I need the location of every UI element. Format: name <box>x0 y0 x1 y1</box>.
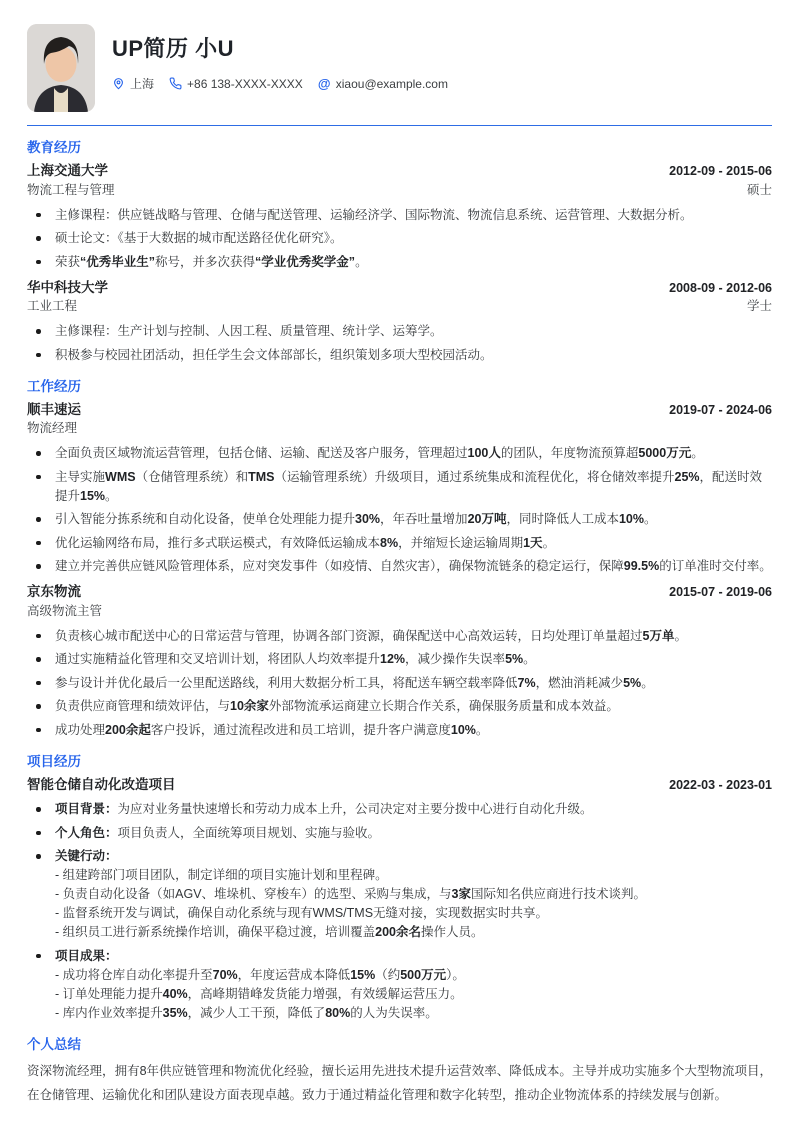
bullet-item <box>27 824 772 843</box>
entry-title: 华中科技大学 <box>27 279 108 295</box>
text: （仓储管理系统）和 <box>135 469 249 484</box>
bold-text: 500万元 <box>400 967 447 982</box>
text: 客户投诉，通过流程改进和员工培训，提升客户满意度 <box>150 722 451 737</box>
bold-text: 项目成果： <box>55 948 118 963</box>
bullet-subline <box>55 1004 772 1023</box>
bold-text: 10% <box>618 512 645 527</box>
entry-date: 2015-07 - 2019-06 <box>669 585 772 600</box>
bullet-list <box>27 322 772 365</box>
bold-text: 5万单 <box>642 628 675 643</box>
candidate-name: UP简历 小U <box>112 36 235 61</box>
text: - 库内作业效率提升 <box>55 1005 163 1020</box>
bold-text: 99.5% <box>623 559 660 574</box>
bullet-subline <box>55 966 772 985</box>
entry <box>27 583 772 739</box>
text: 。 <box>542 535 556 550</box>
text: 硕士论文：《基于大数据的城市配送路径优化研究》。 <box>55 231 343 246</box>
text: 项目负责人，全面统筹项目规划、实施与验收。 <box>117 825 381 840</box>
text: 为应对业务量快速增长和劳动力成本上升，公司决定对主要分拨中心进行自动化升级。 <box>117 802 593 817</box>
bullet-list <box>27 206 772 272</box>
bullet-list <box>27 800 772 1023</box>
bold-text: “学业优秀奖学金” <box>255 254 356 269</box>
bold-text: 关键行动： <box>55 849 118 864</box>
text: 参与设计并优化最后一公里配送路线，利用大数据分析工具，将配送车辆空载率降低 <box>55 675 518 690</box>
at-icon: @ <box>317 76 331 92</box>
entry-subtitle: 工业工程 <box>27 299 78 314</box>
text: 称号，并多次获得 <box>155 254 256 269</box>
bold-text: WMS <box>105 469 136 484</box>
text: 主修课程：生产计划与控制、人因工程、质量管理、统计学、运筹学。 <box>55 324 443 339</box>
text: 。 <box>475 722 489 737</box>
text: 负责核心城市配送中心的日常运营与管理，协调各部门资源，确保配送中心高效运转，日均处理订单量超过 <box>55 628 643 643</box>
text: - 成功将仓库自动化率提升至 <box>55 967 213 982</box>
sections <box>27 139 772 1108</box>
text: 的人为失误率。 <box>350 1005 438 1020</box>
bullet-item <box>27 674 772 693</box>
text: 主修课程：供应链战略与管理、仓储与配送管理、运输经济学、国际物流、物流信息系统、运营管理、大数据分析。 <box>55 207 693 222</box>
entry-title: 智能仓储自动化改造项目 <box>27 776 176 792</box>
bullet-item <box>27 322 772 341</box>
section-title-education: 教育经历 <box>27 140 81 155</box>
bullet-item <box>27 346 772 365</box>
entry <box>27 776 772 1023</box>
section-summary <box>27 1036 772 1108</box>
text: （约 <box>375 967 401 982</box>
entry <box>27 401 772 576</box>
bold-text: 12% <box>380 652 406 667</box>
text: 积极参与校园社团活动，担任学生会文体部部长，组织策划多项大型校园活动。 <box>55 347 493 362</box>
text: 。 <box>691 446 704 461</box>
bold-text: 70% <box>212 967 238 982</box>
text: 全面负责区域物流运营管理，包括仓储、运输、配送及客户服务，管理超过 <box>55 446 468 461</box>
text: ，燃油消耗减少 <box>535 675 624 690</box>
text: ，同时降低人工成本 <box>506 512 619 527</box>
bold-text: 5% <box>505 652 524 667</box>
text: ，减少人工干预，降低了 <box>187 1005 326 1020</box>
contact-row <box>112 75 448 92</box>
bullet-list <box>27 444 772 576</box>
bullet-subline <box>55 866 772 885</box>
entry-date: 2012-09 - 2015-06 <box>669 164 772 179</box>
profile-photo-placeholder <box>27 24 95 112</box>
contact-email <box>318 77 448 91</box>
bullet-item <box>27 534 772 553</box>
bold-text: 项目背景： <box>55 802 118 817</box>
entry-subtitle-row <box>27 420 772 437</box>
bold-text: 个人角色： <box>55 825 118 840</box>
text: 操作人员。 <box>421 925 484 940</box>
text: （运输管理系统）升级项目，通过系统集成和流程优化，将仓储效率提升 <box>274 469 675 484</box>
entry-head <box>27 401 772 419</box>
bullet-item <box>27 800 772 819</box>
bullet-subline <box>55 885 772 904</box>
text: 成功处理 <box>55 722 106 737</box>
text: 荣获 <box>55 254 81 269</box>
bullet-subline <box>55 904 772 923</box>
text: 。 <box>641 675 654 690</box>
entry-head <box>27 279 772 297</box>
text: ，减少操作失误率 <box>405 652 506 667</box>
bullet-item <box>27 444 772 463</box>
bold-text: 10余家 <box>230 699 269 714</box>
section-title-projects: 项目经历 <box>27 753 81 769</box>
bold-text: 15% <box>350 967 376 982</box>
bold-text: 5000万元 <box>638 446 692 461</box>
bold-text: 35% <box>162 1005 188 1020</box>
section-work <box>27 378 772 740</box>
text: - 负责自动化设备（如AGV、堆垛机、穿梭车）的选型、采购与集成，与 <box>55 887 452 902</box>
bullet-item <box>27 697 772 716</box>
text: 的订单准时交付率。 <box>659 559 772 574</box>
bold-text: 80% <box>325 1005 351 1020</box>
summary-paragraph: 资深物流经理，拥有8年供应链管理和物流优化经验，擅长运用先进技术提升运营效率、降低成本。主导并成功实施多个大型物流项目，在仓储管理、运输优化和团队建设方面表现卓越。致力于通过精益化管理和数字化转型，推动企业物流体系的持续发展与创新。 <box>27 1064 772 1103</box>
bullet-item <box>27 627 772 646</box>
text: 建立并完善供应链风险管理体系，应对突发事件（如疫情、自然灾害），确保物流链条的稳定运行，保障 <box>55 559 624 574</box>
entry-subtitle: 物流经理 <box>27 421 78 436</box>
bold-text: 8% <box>380 535 399 550</box>
section-education <box>27 139 772 365</box>
profile-photo <box>27 24 95 112</box>
bold-text: 15% <box>80 488 106 503</box>
contact-phone <box>169 77 303 91</box>
bullet-item <box>27 650 772 669</box>
bullet-item <box>27 947 772 1023</box>
text: 通过实施精益化管理和交叉培训计划，将团队人均效率提升 <box>55 652 381 667</box>
bullet-subline <box>55 985 772 1004</box>
text: 外部物流承运商建立长期合作关系，确保服务质量和成本效益。 <box>268 699 619 714</box>
text: 主导实施 <box>55 469 106 484</box>
bold-text: 7% <box>517 675 536 690</box>
bullet-list <box>27 627 772 740</box>
bold-text: 100人 <box>467 446 501 461</box>
bullet-subline <box>55 923 772 942</box>
bold-text: 200余起 <box>105 722 151 737</box>
resume-header <box>27 24 772 112</box>
bullet-item <box>27 510 772 529</box>
entry-date: 2008-09 - 2012-06 <box>669 280 772 295</box>
location-pin-icon <box>112 77 125 90</box>
bold-text: 20万吨 <box>467 512 507 527</box>
text: ，年吞吐量增加 <box>380 512 468 527</box>
entry-title: 京东物流 <box>27 584 81 600</box>
entry-subtitle: 物流工程与管理 <box>27 182 115 197</box>
text: ，高峰期错峰发货能力增强，有效缓解运营压力。 <box>187 986 463 1001</box>
entry <box>27 162 772 271</box>
entry-date: 2022-03 - 2023-01 <box>669 777 772 792</box>
bold-text: TMS <box>248 469 275 484</box>
bold-text: 30% <box>355 512 381 527</box>
bullet-item <box>27 468 772 506</box>
phone-icon <box>169 77 182 90</box>
bold-text: 200余名 <box>375 925 421 940</box>
entry-subtitle-right: 学士 <box>746 299 772 314</box>
bold-text: 25% <box>674 469 700 484</box>
section-title-summary: 个人总结 <box>27 1036 81 1052</box>
text: 。 <box>644 512 657 527</box>
text: 。 <box>674 628 687 643</box>
bullet-item <box>27 847 772 942</box>
entry-date: 2019-07 - 2024-06 <box>669 402 772 417</box>
text: - 组建跨部门项目团队，制定详细的项目实施计划和里程碑。 <box>55 868 388 883</box>
text: ，年度运营成本降低 <box>237 967 351 982</box>
text: 国际知名供应商进行技术谈判。 <box>471 887 647 902</box>
bold-text: “优秀毕业生” <box>80 254 156 269</box>
location-text: 上海 <box>130 77 155 92</box>
entry-title: 顺丰速运 <box>27 401 81 417</box>
text: 引入智能分拣系统和自动化设备，使单仓处理能力提升 <box>55 512 356 527</box>
bullet-item <box>27 206 772 225</box>
entry-head <box>27 776 772 794</box>
entry-head <box>27 583 772 601</box>
bullet-item <box>27 253 772 272</box>
text: 负责供应商管理和绩效评估，与 <box>55 699 231 714</box>
bold-text: 3家 <box>451 887 471 902</box>
text: 。 <box>355 254 368 269</box>
entry <box>27 279 772 365</box>
section-projects <box>27 753 772 1023</box>
text: - 组织员工进行新系统操作培训，确保平稳过渡，培训覆盖 <box>55 925 376 940</box>
bold-text: 10% <box>450 722 476 737</box>
text: - 监督系统开发与调试，确保自动化系统与现有WMS/TMS无缝对接，实现数据实时共享。 <box>55 906 549 921</box>
entry-subtitle-right: 硕士 <box>746 182 772 197</box>
text: - 订单处理能力提升 <box>55 986 163 1001</box>
bold-text: 1天 <box>523 535 543 550</box>
text: ，配送时效提升 <box>55 469 763 503</box>
bold-text: 40% <box>162 986 188 1001</box>
text: ）。 <box>446 967 465 982</box>
entry-subtitle-row <box>27 603 772 620</box>
bullet-item <box>27 721 772 740</box>
text: 的团队，年度物流预算超 <box>500 446 639 461</box>
text: 。 <box>105 488 118 503</box>
entry-subtitle-row <box>27 182 772 199</box>
phone-text: +86 138-XXXX-XXXX <box>187 76 303 91</box>
bullet-item <box>27 557 772 576</box>
entry-subtitle: 高级物流主管 <box>27 603 103 618</box>
text: ，并缩短长途运输周期 <box>398 535 524 550</box>
text: 优化运输网络布局，推行多式联运模式，有效降低运输成本 <box>55 535 381 550</box>
entry-head <box>27 162 772 180</box>
bullet-item <box>27 229 772 248</box>
bold-text: 5% <box>623 675 642 690</box>
text: 。 <box>523 652 536 667</box>
email-text: xiaou@example.com <box>335 76 448 91</box>
entry-title: 上海交通大学 <box>27 163 108 179</box>
section-title-work: 工作经历 <box>27 378 81 394</box>
header-divider <box>27 125 772 126</box>
contact-location <box>112 75 154 92</box>
header-info <box>112 24 448 92</box>
entry-subtitle-row <box>27 298 772 315</box>
